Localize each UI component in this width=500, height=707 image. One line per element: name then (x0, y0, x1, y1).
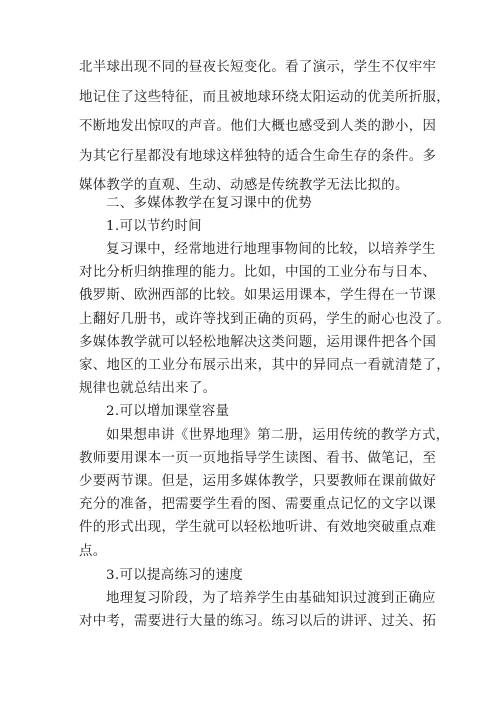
text-line: 对中考，需要进行大量的练习。练习以后的讲评、过关、拓 (79, 614, 437, 629)
text-line: 充分的准备，把需要学生看的图、需要重点记忆的文字以课 (79, 497, 437, 512)
text-line: 俄罗斯、欧洲西部的比较。如果运用课本，学生得在一节课 (79, 288, 437, 303)
text-line: 家、地区的工业分布展示出来，其中的异同点一看就清楚了， (79, 358, 450, 373)
text-line: 如果想串讲《世界地理》第二册，运用传统的教学方式， (106, 428, 450, 443)
text-line: 复习课中，经常地进行地理事物间的比较，以培养学生 (106, 242, 436, 257)
text-line: 为其它行星都没有地球这样独特的适合生命生存的条件。多 (79, 149, 437, 164)
text-line: 规律也就总结出来了。 (79, 381, 217, 396)
text-line: 北半球出现不同的昼夜长短变化。看了演示，学生不仅牢牢 (79, 60, 437, 75)
text-line: 教师要用课本一页一页地指导学生读图、看书、做笔记，至 (79, 451, 437, 466)
text-line: 不断地发出惊叹的声音。他们大概也感受到人类的渺小，因 (79, 119, 437, 134)
text-line: 点。 (79, 544, 107, 559)
subsection-heading: 1.可以节约时间 (106, 219, 202, 234)
text-line: 地记住了这些特征，而且被地球环绕太阳运动的优美所折服， (79, 90, 450, 105)
text-line: 媒体教学的直观、生动、动感是传统教学无法比拟的。 (79, 178, 409, 193)
text-line: 少要两节课。但是，运用多媒体教学，只要教师在课前做好 (79, 474, 437, 489)
text-line: 多媒体教学就可以轻松地解决这类问题，运用课件把各个国 (79, 335, 437, 350)
text-line: 对比分析归纳推理的能力。比如，中国的工业分布与日本、 (79, 265, 437, 280)
text-line: 件的形式出现，学生就可以轻松地听讲、有效地突破重点难 (79, 520, 437, 535)
text-line: 上翻好几册书，或许等找到正确的页码，学生的耐心也没了。 (79, 312, 450, 327)
subsection-heading: 2.可以增加课堂容量 (106, 404, 230, 419)
section-heading: 二、多媒体教学在复习课中的优势 (106, 196, 313, 211)
text-line: 地理复习阶段，为了培养学生由基础知识过渡到正确应 (106, 591, 436, 606)
subsection-heading: 3.可以提高练习的速度 (106, 568, 244, 583)
